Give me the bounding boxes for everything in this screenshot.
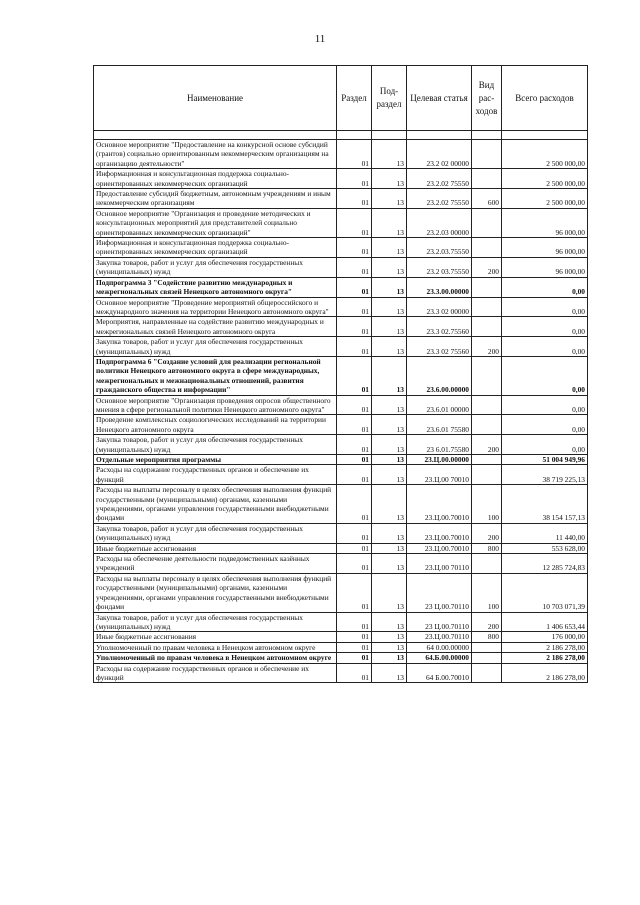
row-section-cell: 01 — [337, 238, 372, 258]
row-name-cell: Расходы на выплаты персоналу в целях обеспечения выполнения функций государственными (муниципальными) органами, казенными учреждениями, органами управления государственными внебюджетными фондами — [94, 573, 337, 612]
row-subsection-cell: 13 — [372, 642, 407, 652]
row-name-cell: Предоставление субсидий бюджетным, автономным учреждениям и иным некоммерческим организациям — [94, 189, 337, 209]
row-subsection-cell: 13 — [372, 356, 407, 395]
row-subsection-cell: 13 — [372, 337, 407, 357]
row-section-cell: 01 — [337, 435, 372, 455]
row-subsection-cell: 13 — [372, 169, 407, 189]
table-row — [94, 573, 588, 612]
row-target-article-cell: 23.3 02 00000 — [407, 297, 472, 317]
row-total-cell: 11 440,00 — [502, 523, 588, 543]
row-subsection-cell: 13 — [372, 523, 407, 543]
row-name-cell: Основное мероприятие "Организация проведения опросов общественного мнения в сфере региональной политики Ненецкого автономного округа" — [94, 395, 337, 415]
row-name-cell: Уполномоченный по правам человека в Ненецком автономном округе — [94, 642, 337, 652]
row-total-cell: 38 719 225,13 — [502, 465, 588, 485]
row-subsection-cell: 13 — [372, 208, 407, 237]
table-row — [94, 208, 588, 237]
row-name-cell: Закупка товаров, работ и услуг для обеспечения государственных (муниципальных) нужд — [94, 257, 337, 277]
row-expense-type-cell — [472, 663, 502, 683]
row-subsection-cell: 13 — [372, 415, 407, 435]
row-target-article-cell: 64 Б.00.70010 — [407, 663, 472, 683]
row-name-cell: Проведение комплексных социологических исследований на территории Ненецкого автономного округа — [94, 415, 337, 435]
table-row — [94, 663, 588, 683]
row-name-cell: Уполномоченный по правам человека в Ненецком автономном округе — [94, 653, 337, 663]
table-row — [94, 653, 588, 663]
row-name-cell: Мероприятия, направленные на содействие развитию международных и межрегиональных связей Ненецкого автономного округа — [94, 317, 337, 337]
row-subsection-cell: 13 — [372, 277, 407, 297]
row-section-cell: 01 — [337, 543, 372, 553]
row-target-article-cell: 23.2.02 75550 — [407, 169, 472, 189]
row-section-cell: 01 — [337, 395, 372, 415]
header-total: Всего расходов — [502, 66, 588, 131]
row-target-article-cell: 23.2 02 00000 — [407, 140, 472, 169]
row-section-cell: 01 — [337, 653, 372, 663]
row-name-cell: Информационная и консультационная поддержка социально-ориентированных некоммерческих организаций — [94, 238, 337, 258]
row-name-cell: Расходы на содержание государственных органов и обеспечение их функций — [94, 465, 337, 485]
row-expense-type-cell: 100 — [472, 485, 502, 524]
table-row — [94, 554, 588, 574]
row-subsection-cell: 13 — [372, 543, 407, 553]
table-row — [94, 523, 588, 543]
row-subsection-cell: 13 — [372, 663, 407, 683]
row-target-article-cell: 23 Ц.00.70110 — [407, 612, 472, 632]
header-gap-row — [94, 131, 588, 140]
row-target-article-cell: 23.3 02.75560 — [407, 317, 472, 337]
row-subsection-cell: 13 — [372, 189, 407, 209]
row-total-cell: 96 000,00 — [502, 238, 588, 258]
row-total-cell: 0,00 — [502, 297, 588, 317]
row-target-article-cell: 23.3.00.00000 — [407, 277, 472, 297]
row-subsection-cell: 13 — [372, 455, 407, 465]
row-name-cell: Закупка товаров, работ и услуг для обеспечения государственных (муниципальных) нужд — [94, 337, 337, 357]
row-expense-type-cell: 200 — [472, 612, 502, 632]
row-total-cell: 96 000,00 — [502, 257, 588, 277]
row-target-article-cell: 23.2.03.75550 — [407, 238, 472, 258]
header-name: Наименование — [94, 66, 337, 131]
row-name-cell: Закупка товаров, работ и услуг для обеспечения государственных (муниципальных) нужд — [94, 523, 337, 543]
row-expense-type-cell — [472, 277, 502, 297]
row-section-cell: 01 — [337, 189, 372, 209]
row-expense-type-cell: 200 — [472, 523, 502, 543]
row-section-cell: 01 — [337, 277, 372, 297]
row-total-cell: 0,00 — [502, 356, 588, 395]
row-total-cell: 2 186 278,00 — [502, 653, 588, 663]
table-row — [94, 297, 588, 317]
row-total-cell: 0,00 — [502, 317, 588, 337]
row-total-cell: 51 004 949,96 — [502, 455, 588, 465]
row-section-cell: 01 — [337, 415, 372, 435]
row-section-cell: 01 — [337, 612, 372, 632]
row-name-cell: Подпрограмма 3 "Содействие развитию международных и межрегиональных связей Ненецкого автономного округа" — [94, 277, 337, 297]
row-target-article-cell: 23 Ц.00.70110 — [407, 573, 472, 612]
row-total-cell: 2 500 000,00 — [502, 169, 588, 189]
row-subsection-cell: 13 — [372, 653, 407, 663]
row-target-article-cell: 23.6.01 00000 — [407, 395, 472, 415]
row-total-cell: 0,00 — [502, 395, 588, 415]
row-expense-type-cell — [472, 554, 502, 574]
row-total-cell: 2 500 000,00 — [502, 189, 588, 209]
row-target-article-cell: 23.2.02 75550 — [407, 189, 472, 209]
table-row — [94, 189, 588, 209]
table-row — [94, 543, 588, 553]
row-total-cell: 553 628,00 — [502, 543, 588, 553]
row-target-article-cell: 64.Б.00.00000 — [407, 653, 472, 663]
gap-cell — [94, 131, 337, 140]
row-expense-type-cell — [472, 642, 502, 652]
row-target-article-cell: 23.Ц.00.00000 — [407, 455, 472, 465]
row-expense-type-cell — [472, 356, 502, 395]
row-target-article-cell: 64 0.00.00000 — [407, 642, 472, 652]
row-name-cell: Закупка товаров, работ и услуг для обеспечения государственных (муниципальных) нужд — [94, 612, 337, 632]
row-section-cell: 01 — [337, 663, 372, 683]
row-name-cell: Информационная и консультационная поддержка социально-ориентированных некоммерческих организаций — [94, 169, 337, 189]
row-section-cell: 01 — [337, 554, 372, 574]
table-row — [94, 257, 588, 277]
row-target-article-cell: 23.Ц.00.70110 — [407, 632, 472, 642]
row-section-cell: 01 — [337, 642, 372, 652]
row-target-article-cell: 23.2 03.75550 — [407, 257, 472, 277]
row-name-cell: Основное мероприятие "Проведение мероприятий общероссийского и международного значения на территории Ненецкого автономного округа" — [94, 297, 337, 317]
row-total-cell: 176 000,00 — [502, 632, 588, 642]
table-row — [94, 169, 588, 189]
row-total-cell: 2 186 278,00 — [502, 663, 588, 683]
row-total-cell: 2 186 278,00 — [502, 642, 588, 652]
row-total-cell: 12 285 724,83 — [502, 554, 588, 574]
row-total-cell: 2 500 000,00 — [502, 140, 588, 169]
table-row — [94, 632, 588, 642]
row-expense-type-cell: 800 — [472, 632, 502, 642]
row-target-article-cell: 23.Ц.00.70010 — [407, 523, 472, 543]
row-expense-type-cell: 200 — [472, 435, 502, 455]
row-name-cell: Иные бюджетные ассигнования — [94, 543, 337, 553]
table-row — [94, 337, 588, 357]
row-total-cell: 0,00 — [502, 337, 588, 357]
row-section-cell: 01 — [337, 485, 372, 524]
row-target-article-cell: 23.Ц.00 70110 — [407, 554, 472, 574]
row-name-cell: Отдельные мероприятия программы — [94, 455, 337, 465]
row-target-article-cell: 23.6.01 75580 — [407, 415, 472, 435]
row-section-cell: 01 — [337, 573, 372, 612]
table-header-row — [94, 66, 588, 131]
row-total-cell: 0,00 — [502, 415, 588, 435]
row-section-cell: 01 — [337, 140, 372, 169]
row-section-cell: 01 — [337, 257, 372, 277]
row-subsection-cell: 13 — [372, 317, 407, 337]
gap-cell — [372, 131, 407, 140]
row-name-cell: Основное мероприятие "Организация и проведение методических и консультационных мероприятий для представителей социально ориентированных некоммерческих организаций" — [94, 208, 337, 237]
row-expense-type-cell — [472, 208, 502, 237]
table-row — [94, 465, 588, 485]
table-row — [94, 395, 588, 415]
row-total-cell: 0,00 — [502, 435, 588, 455]
row-target-article-cell: 23.Ц.00.70010 — [407, 543, 472, 553]
table-row — [94, 455, 588, 465]
table-body — [94, 140, 588, 683]
row-subsection-cell: 13 — [372, 632, 407, 642]
row-subsection-cell: 13 — [372, 140, 407, 169]
row-name-cell: Основное мероприятие "Предоставление на конкурсной основе субсидий (грантов) социально ориентированным некоммерческим организациям на организацию деятельности" — [94, 140, 337, 169]
row-expense-type-cell — [472, 169, 502, 189]
row-name-cell: Иные бюджетные ассигнования — [94, 632, 337, 642]
row-total-cell: 0,00 — [502, 277, 588, 297]
row-section-cell: 01 — [337, 208, 372, 237]
row-section-cell: 01 — [337, 337, 372, 357]
row-subsection-cell: 13 — [372, 612, 407, 632]
page-number: 11 — [314, 33, 326, 45]
table-row — [94, 612, 588, 632]
row-expense-type-cell — [472, 140, 502, 169]
row-total-cell: 96 000,00 — [502, 208, 588, 237]
row-expense-type-cell: 200 — [472, 337, 502, 357]
header-subsection: Под-раздел — [372, 66, 407, 131]
header-section: Раздел — [337, 66, 372, 131]
row-subsection-cell: 13 — [372, 573, 407, 612]
row-subsection-cell: 13 — [372, 554, 407, 574]
row-expense-type-cell — [472, 317, 502, 337]
row-target-article-cell: 23.3 02 75560 — [407, 337, 472, 357]
row-target-article-cell: 23 6.01.75580 — [407, 435, 472, 455]
row-name-cell: Расходы на выплаты персоналу в целях обеспечения выполнения функций государственными (муниципальными) органами, казенными учреждениями, органами управления государственными внебюджетными фондами — [94, 485, 337, 524]
header-expense-type: Вид рас-ходов — [472, 66, 502, 131]
row-name-cell: Расходы на содержание государственных органов и обеспечение их функций — [94, 663, 337, 683]
row-expense-type-cell: 600 — [472, 189, 502, 209]
row-expense-type-cell: 800 — [472, 543, 502, 553]
row-section-cell: 01 — [337, 465, 372, 485]
row-section-cell: 01 — [337, 169, 372, 189]
row-subsection-cell: 13 — [372, 465, 407, 485]
table-row — [94, 485, 588, 524]
table-row — [94, 356, 588, 395]
header-target-article: Целевая статья — [407, 66, 472, 131]
row-section-cell: 01 — [337, 523, 372, 543]
table-row — [94, 238, 588, 258]
row-name-cell: Закупка товаров, работ и услуг для обеспечения государственных (муниципальных) нужд — [94, 435, 337, 455]
gap-cell — [472, 131, 502, 140]
budget-table — [93, 65, 588, 683]
row-expense-type-cell: 200 — [472, 257, 502, 277]
row-target-article-cell: 23.Ц.00 70010 — [407, 465, 472, 485]
row-total-cell: 1 406 653,44 — [502, 612, 588, 632]
table-row — [94, 415, 588, 435]
row-section-cell: 01 — [337, 297, 372, 317]
row-subsection-cell: 13 — [372, 395, 407, 415]
row-expense-type-cell — [472, 395, 502, 415]
row-expense-type-cell — [472, 238, 502, 258]
row-name-cell: Расходы на обеспечение деятельности подведомственных казённых учреждений — [94, 554, 337, 574]
row-target-article-cell: 23.Ц.00.70010 — [407, 485, 472, 524]
row-subsection-cell: 13 — [372, 297, 407, 317]
row-total-cell: 10 703 071,39 — [502, 573, 588, 612]
row-target-article-cell: 23.6.00.00000 — [407, 356, 472, 395]
gap-cell — [337, 131, 372, 140]
row-section-cell: 01 — [337, 455, 372, 465]
row-section-cell: 01 — [337, 356, 372, 395]
row-expense-type-cell — [472, 297, 502, 317]
row-subsection-cell: 13 — [372, 485, 407, 524]
row-expense-type-cell — [472, 415, 502, 435]
row-expense-type-cell — [472, 465, 502, 485]
table-row — [94, 642, 588, 652]
gap-cell — [407, 131, 472, 140]
row-subsection-cell: 13 — [372, 238, 407, 258]
row-subsection-cell: 13 — [372, 257, 407, 277]
table-row — [94, 140, 588, 169]
row-section-cell: 01 — [337, 317, 372, 337]
row-expense-type-cell — [472, 455, 502, 465]
row-total-cell: 38 154 157,13 — [502, 485, 588, 524]
gap-cell — [502, 131, 588, 140]
row-expense-type-cell: 100 — [472, 573, 502, 612]
table-row — [94, 277, 588, 297]
row-section-cell: 01 — [337, 632, 372, 642]
row-name-cell: Подпрограмма 6 "Создание условий для реализации региональной политики Ненецкого автономного округа в сфере международных, межрегиональных и межнациональных отношений, развития гражданского общества и информации" — [94, 356, 337, 395]
row-target-article-cell: 23.2.03 00000 — [407, 208, 472, 237]
row-expense-type-cell — [472, 653, 502, 663]
table-row — [94, 435, 588, 455]
row-subsection-cell: 13 — [372, 435, 407, 455]
table-row — [94, 317, 588, 337]
